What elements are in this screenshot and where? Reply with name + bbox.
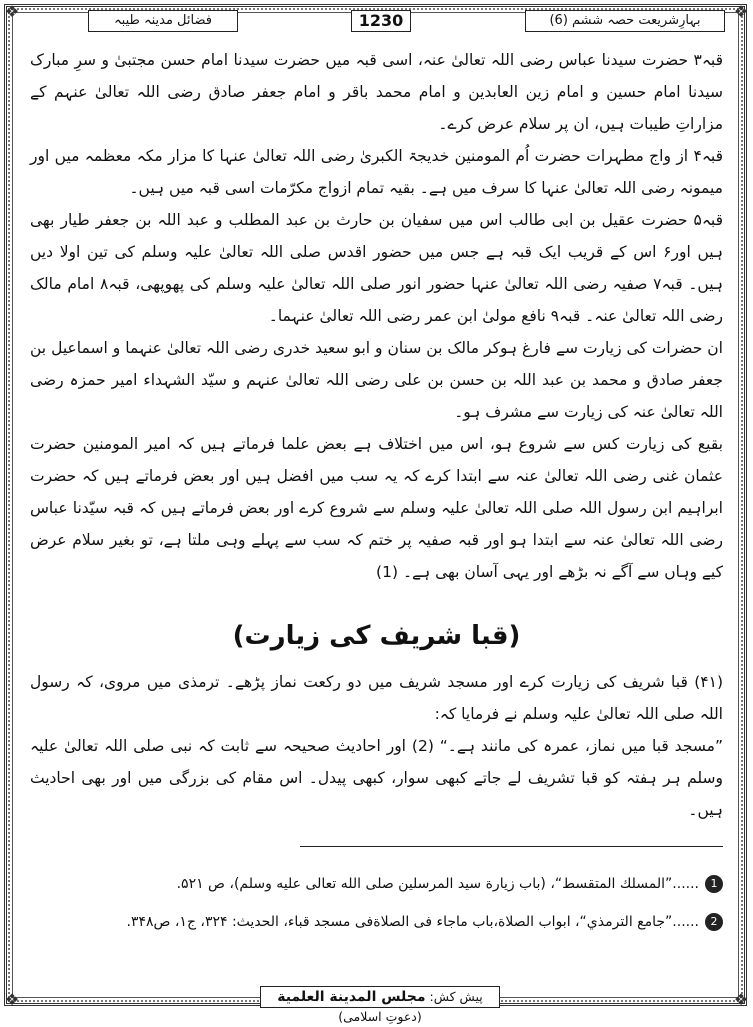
footnote-number: 1 [705,875,723,893]
paragraph: بقیع کی زیارت کس سے شروع ہو، اس میں اختلاف ہے بعض علما فرماتے ہیں کہ امیر المومنین حضرت عثمان غنی رضی اللہ تعالیٰ عنہ سے ابتدا کرے کہ یہ سب میں افضل ہیں اور بعض فرماتے ہیں کہ حضرت ابراہیم ابن رسول اللہ صلی اللہ تعالیٰ علیہ وسلم سے شروع کرے اور بعض فرماتے ہیں کہ قبہ سیّدنا عباس رضی اللہ تعالیٰ عنہ سے ابتدا ہو اور قبہ صفیہ پر ختم کہ سب سے پہلے وہی ملتا ہے، تو بغیر سلام عرض کیے وہاں سے آگے نہ بڑھے اور یہی آسان بھی ہے۔ (1) [30,435,723,581]
page-number: 1230 [351,10,411,32]
footnote [40,872,723,896]
page-footer [260,986,500,1024]
footnote-text: ......”المسلك المتقسط“، (باب زيارة سيد المرسلين صلى الله تعالى عليه وسلم)، ص ۵۲۱. [176,876,699,892]
book-part-label: بہارِشریعت حصہ ششم (6) [525,10,725,32]
corner-ornament-icon: ❖ [733,2,749,21]
page-body [30,44,723,826]
corner-ornament-icon: ❖ [4,2,20,21]
paragraph: قبہ۳ حضرت سیدنا عباس رضی اللہ تعالیٰ عنہ، اسی قبہ میں حضرت سیدنا امام حسن مجتبیٰ و سرِ مبارک سیدنا امام حسین و امام زین العابدین و امام محمد باقر و امام جعفر صادق رضی اللہ تعالیٰ عنہم کے مزاراتِ طیبات ہیں، ان پر سلام عرض کرے۔ [30,51,723,133]
footnote-text: ......”جامع الترمذي“، ابواب الصلاة،باب ماجاء فى الصلاةفى مسجد قباء، الحديث: ۳۲۴، ج۱، ص۳۴۸. [126,914,699,930]
footer-sub: (دعوتِ اسلامی) [338,1009,422,1024]
paragraph: ”مسجد قبا میں نماز، عمرہ کی مانند ہے۔“ (2) اور احادیث صحیحہ سے ثابت کہ نبی صلی اللہ تعالیٰ علیہ وسلم ہر ہفتہ کو قبا تشریف لے جاتے کبھی سوار، کبھی پیدل۔ اس مقام کی بزرگی میں اور بھی احادیث ہیں۔ [30,737,723,819]
section-title: (قبا شریف کی زیارت) [232,621,521,651]
chapter-label: فضائل مدینہ طیبہ [88,10,238,32]
paragraph: ان حضرات کی زیارت سے فارغ ہوکر مالک بن سنان و ابو سعید خدری رضی اللہ تعالیٰ عنہما و اسماعیل بن جعفر صادق و محمد بن عبد اللہ بن حسن بن علی رضی اللہ تعالیٰ عنہم و سیّد الشہداء امیر حمزہ رضی اللہ تعالیٰ عنہ کی زیارت سے مشرف ہو۔ [30,339,723,421]
corner-ornament-icon: ❖ [733,990,749,1009]
paragraph: قبہ۵ حضرت عقیل بن ابی طالب اس میں سفیان بن حارث بن عبد المطلب و عبد اللہ بن جعفر طیار بھی ہیں اور۶ اس کے قریب ایک قبہ ہے جس میں حضور اقدس صلی اللہ تعالیٰ علیہ وسلم کی تین اولا دیں ہیں۔ قبہ۷ صفیہ رضی اللہ تعالیٰ عنہا حضور انور صلی اللہ تعالیٰ علیہ وسلم کی پھوپھی، قبہ۸ امام مالک رضی اللہ تعالیٰ عنہ۔ قبہ۹ نافع مولیٰ ابن عمر رضی اللہ تعالیٰ عنہما۔ [30,211,724,325]
footnote-number: 2 [705,913,723,931]
paragraph: (۴۱) قبا شریف کی زیارت کرے اور مسجد شریف میں دو رکعت نماز پڑھے۔ ترمذی میں مروی، کہ رسول اللہ صلی اللہ تعالیٰ علیہ وسلم نے فرمایا کہ: [30,673,723,723]
paragraph: قبہ۴ از واج مطہرات حضرت اُم المومنین خدیجۃ الکبریٰ رضی اللہ تعالیٰ عنہا کا مزار مکہ معظمہ میں اور میمونہ رضی اللہ تعالیٰ عنہا کا سرف میں ہے۔ بقیہ تمام ازواج مکرّمات اسی قبہ میں ہیں۔ [30,147,723,197]
footnote-divider [300,846,723,847]
footnote [40,910,723,934]
corner-ornament-icon: ❖ [4,990,20,1009]
footer-org: مجلس المدينة العلمية [277,989,426,1005]
footer-label: پیش کش: [429,989,483,1004]
page-header [28,10,725,32]
